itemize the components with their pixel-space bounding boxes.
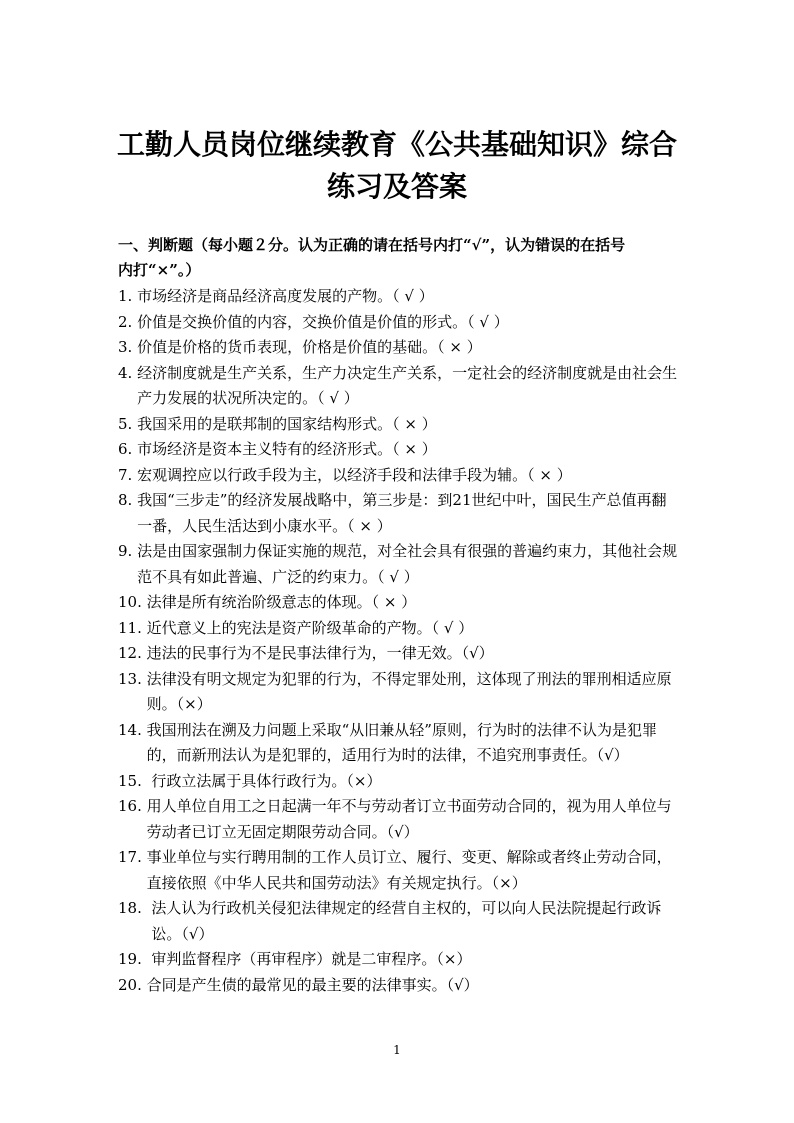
question-text: 我国采用的是联邦制的国家结构形式。（ × ）	[137, 414, 437, 433]
question-text: 我国“三步走”的经济发展战略中，第三步是：到21世纪中叶，国民生产总值再翻一番，人民生活达到小康水平。（ × ）	[137, 491, 667, 535]
document-title: 工勤人员岗位继续教育《公共基础知识》综合练习及答案	[116, 128, 677, 203]
question-text: 经济制度就是生产关系，生产力决定生产关系，一定社会的经济制度就是由社会生产力发展的状况所决定的。（ √ ）	[137, 363, 678, 407]
question-item	[118, 590, 678, 616]
question-item	[118, 718, 678, 769]
question-number: 7.	[118, 465, 138, 484]
question-number: 18.	[118, 899, 152, 917]
question-text: 市场经济是商品经济高度发展的产物。（ √ ）	[137, 287, 434, 305]
question-item	[118, 667, 678, 718]
question-text: 价值是价格的货币表现，价格是价值的基础。（ × ）	[137, 338, 482, 356]
question-item	[118, 769, 678, 795]
question-item	[118, 973, 678, 999]
question-item	[118, 412, 678, 438]
question-number: 6.	[118, 440, 138, 458]
question-number: 11.	[118, 618, 147, 637]
question-text: 法是由国家强制力保证实施的规范，对全社会具有很强的普遍约束力，其他社会规范不具有如此普遍、广泛的约束力。（ √ ）	[137, 542, 678, 586]
question-text: 我国刑法在溯及力问题上采取“从旧兼从轻”原则，行为时的法律不认为是犯罪的，而新刑法认为是犯罪的，适用行为时的法律，不追究刑事责任。（√）	[146, 720, 657, 764]
question-item	[118, 539, 678, 590]
question-item	[118, 794, 678, 845]
question-text: 法律是所有统治阶级意志的体现。（ × ）	[146, 593, 417, 611]
section-heading-line-1: 一、判断题（每小题２分。认为正确的请在括号内打“√”，认为错误的在括号	[118, 236, 626, 254]
question-text: 合同是产生债的最常见的最主要的法律事实。（√）	[146, 975, 479, 994]
question-number: 20.	[118, 975, 147, 994]
question-text: 行政立法属于具体行政行为。（×）	[151, 771, 382, 790]
question-text: 价值是交换价值的内容，交换价值是价值的形式。（ √ ）	[137, 312, 509, 331]
question-item	[118, 616, 678, 642]
question-number: 10.	[118, 593, 147, 611]
question-number: 2.	[118, 312, 138, 331]
question-item	[118, 284, 678, 310]
question-number: 3.	[118, 338, 138, 356]
question-item	[118, 437, 678, 463]
question-number: 12.	[118, 644, 147, 662]
question-item	[118, 947, 678, 973]
question-number: 14.	[118, 720, 147, 739]
question-number: 15.	[118, 771, 152, 790]
question-number: 17.	[118, 848, 147, 866]
question-text: 法人认为行政机关侵犯法律规定的经营自主权的，可以向人民法院提起行政诉讼。（√）	[151, 899, 662, 943]
question-item	[118, 896, 678, 947]
question-item	[118, 361, 678, 412]
question-text: 审判监督程序（再审程序）就是二审程序。（×）	[151, 950, 472, 968]
question-number: 9.	[118, 542, 138, 560]
question-number: 19.	[118, 950, 152, 968]
question-text: 宏观调控应以行政手段为主，以经济手段和法律手段为辅。（ × ）	[137, 465, 572, 484]
question-item	[118, 845, 678, 896]
question-number: 13.	[118, 669, 147, 688]
question-item	[118, 488, 678, 539]
question-item	[118, 463, 678, 489]
page-number: 1	[393, 1043, 401, 1057]
question-text: 违法的民事行为不是民事法律行为，一律无效。（√）	[146, 644, 494, 662]
question-list	[118, 284, 678, 998]
question-number: 5.	[118, 414, 138, 433]
question-text: 法律没有明文规定为犯罪的行为，不得定罪处刑，这体现了刑法的罪刑相适应原则。（×）	[146, 669, 672, 713]
question-item	[118, 641, 678, 667]
question-item	[118, 335, 678, 361]
question-item	[118, 310, 678, 336]
question-text: 市场经济是资本主义特有的经济形式。（ × ）	[137, 440, 437, 458]
question-number: 16.	[118, 797, 147, 815]
question-text: 事业单位与实行聘用制的工作人员订立、履行、变更、解除或者终止劳动合同，直接依照《中华人民共和国劳动法》有关规定执行。（×）	[146, 848, 672, 892]
question-text: 用人单位自用工之日起满一年不与劳动者订立书面劳动合同的，视为用人单位与劳动者已订立无固定期限劳动合同。（√）	[146, 797, 672, 841]
question-number: 1.	[118, 287, 138, 305]
question-number: 4.	[118, 363, 138, 382]
question-number: 8.	[118, 491, 138, 509]
question-text: 近代意义上的宪法是资产阶级革命的产物。（ √ ）	[146, 618, 474, 637]
section-heading-line-2: 内打“×”。）	[118, 261, 201, 279]
section-heading	[118, 233, 712, 283]
